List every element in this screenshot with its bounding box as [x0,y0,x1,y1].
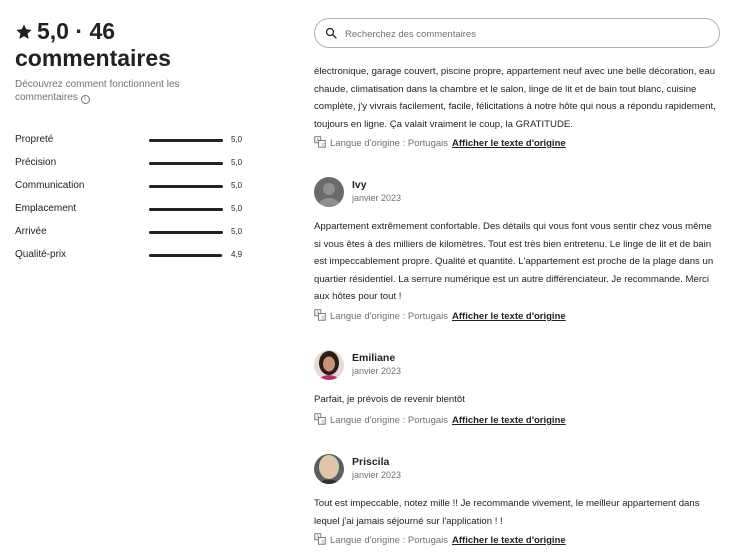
default-avatar-icon [314,177,344,207]
rating-value: 5,0 [37,18,69,44]
category-bar-fill [149,254,222,257]
category-bar-fill [149,185,223,188]
svg-text:A: A [316,415,320,421]
original-language: Langue d'origine : Portugais [330,138,449,149]
category-bar [149,208,223,211]
search-bar[interactable] [314,18,720,48]
category-bar-fill [149,139,223,142]
translate-icon [314,136,326,148]
show-original-link[interactable]: Afficher le texte d'origine [452,535,566,546]
rating-heading [15,18,250,72]
rating-summary [15,18,250,272]
show-original-link[interactable]: Afficher le texte d'origine [452,311,566,322]
original-language: Langue d'origine : Portugais [330,535,449,546]
how-reviews-work-text: Découvrez comment fonctionnent les commentaires [15,79,180,103]
review-text: Parfait, je prévois de revenir bientôt [314,394,465,405]
category-label: Communication [15,180,85,191]
category-bar [149,139,223,142]
translate-icon [314,533,326,545]
review-text-partial: électronique, garage couvert, piscine propre, appartement neuf avec une belle décoration, eau chaude, climatisation dans la chambre et le salon, linge de lit et de bain tout blanc, cuisine complète, j'y vivrais facilement, facile, félicitations à notre hôte qui nous a répondu rapidement, toujours en ligne. Ça valait vraiment le coup, la GRATITUDE. [314,66,716,130]
category-bar [149,254,223,257]
category-bar [149,231,223,234]
search-input[interactable] [343,25,707,43]
original-language: Langue d'origine : Portugais [330,415,449,426]
svg-text:A: A [316,535,320,541]
reviewer-name: Emiliane [352,352,396,364]
category-ratings [15,134,250,272]
user-photo-icon [314,454,344,484]
how-reviews-work-link[interactable] [15,78,205,104]
review-count: 46 [89,18,116,44]
avatar[interactable] [314,177,344,207]
reviewer-name: Priscila [352,456,390,468]
category-row-emplacement [15,203,250,226]
review-date: janvier 2023 [352,193,402,203]
svg-text:文: 文 [320,420,325,425]
info-icon: i [81,95,90,104]
avatar[interactable] [314,350,344,380]
svg-text:文: 文 [320,143,325,148]
category-row-proprete [15,134,250,157]
reviews-panel[interactable] [314,0,724,556]
user-photo-icon [314,350,344,380]
original-language: Langue d'origine : Portugais [330,311,449,322]
svg-text:文: 文 [320,540,325,545]
category-value: 5,0 [231,204,243,213]
translation-row [314,136,566,150]
star-icon [15,23,33,41]
category-label: Précision [15,157,57,168]
category-value: 5,0 [231,227,243,236]
svg-text:文: 文 [320,316,325,321]
category-value: 5,0 [231,181,243,190]
category-bar [149,162,223,165]
category-bar-fill [149,162,223,165]
avatar[interactable] [314,454,344,484]
category-row-qualite-prix [15,249,250,272]
search-icon [325,27,337,39]
review-date: janvier 2023 [352,470,402,480]
category-row-arrivee [15,226,250,249]
svg-text:A: A [316,311,320,317]
translation-row [314,413,566,427]
show-original-link[interactable]: Afficher le texte d'origine [452,138,566,149]
translate-icon [314,309,326,321]
category-row-communication [15,180,250,203]
category-value: 5,0 [231,135,243,144]
svg-text:A: A [316,138,320,144]
review-text: Tout est impeccable, notez mille !! Je recommande vivement, le meilleur appartement dans lequel j'ai jamais séjourné sur l'application ! ! [314,498,700,527]
rating-separator: · [75,18,84,44]
category-label: Arrivée [15,226,47,237]
category-value: 5,0 [231,158,243,167]
review-date: janvier 2023 [352,366,402,376]
category-bar-fill [149,208,223,211]
show-original-link[interactable]: Afficher le texte d'origine [452,415,566,426]
reviewer-name: Ivy [352,179,367,191]
review-count-label: commentaires [15,45,171,71]
category-label: Emplacement [15,203,77,214]
review-text: Appartement extrêmement confortable. Des détails qui vous font vous sentir chez vous même si vous êtes à des milliers de kilomètres. Tout est très bien entretenu. Le linge de lit et de bain est impeccablement propre. Qualité et quantité. L'appartement est proche de la plage dans un quartier résidentiel. La serrure numérique est un autre différenciateur. Je recommande. Merci aux hôtes pour tout ! [314,221,714,302]
category-bar [149,185,223,188]
category-bar-fill [149,231,223,234]
category-label: Propreté [15,134,54,145]
category-label: Qualité-prix [15,249,67,260]
translation-row [314,309,566,323]
translate-icon [314,413,326,425]
category-row-precision [15,157,250,180]
category-value: 4,9 [231,250,243,259]
translation-row [314,533,566,547]
